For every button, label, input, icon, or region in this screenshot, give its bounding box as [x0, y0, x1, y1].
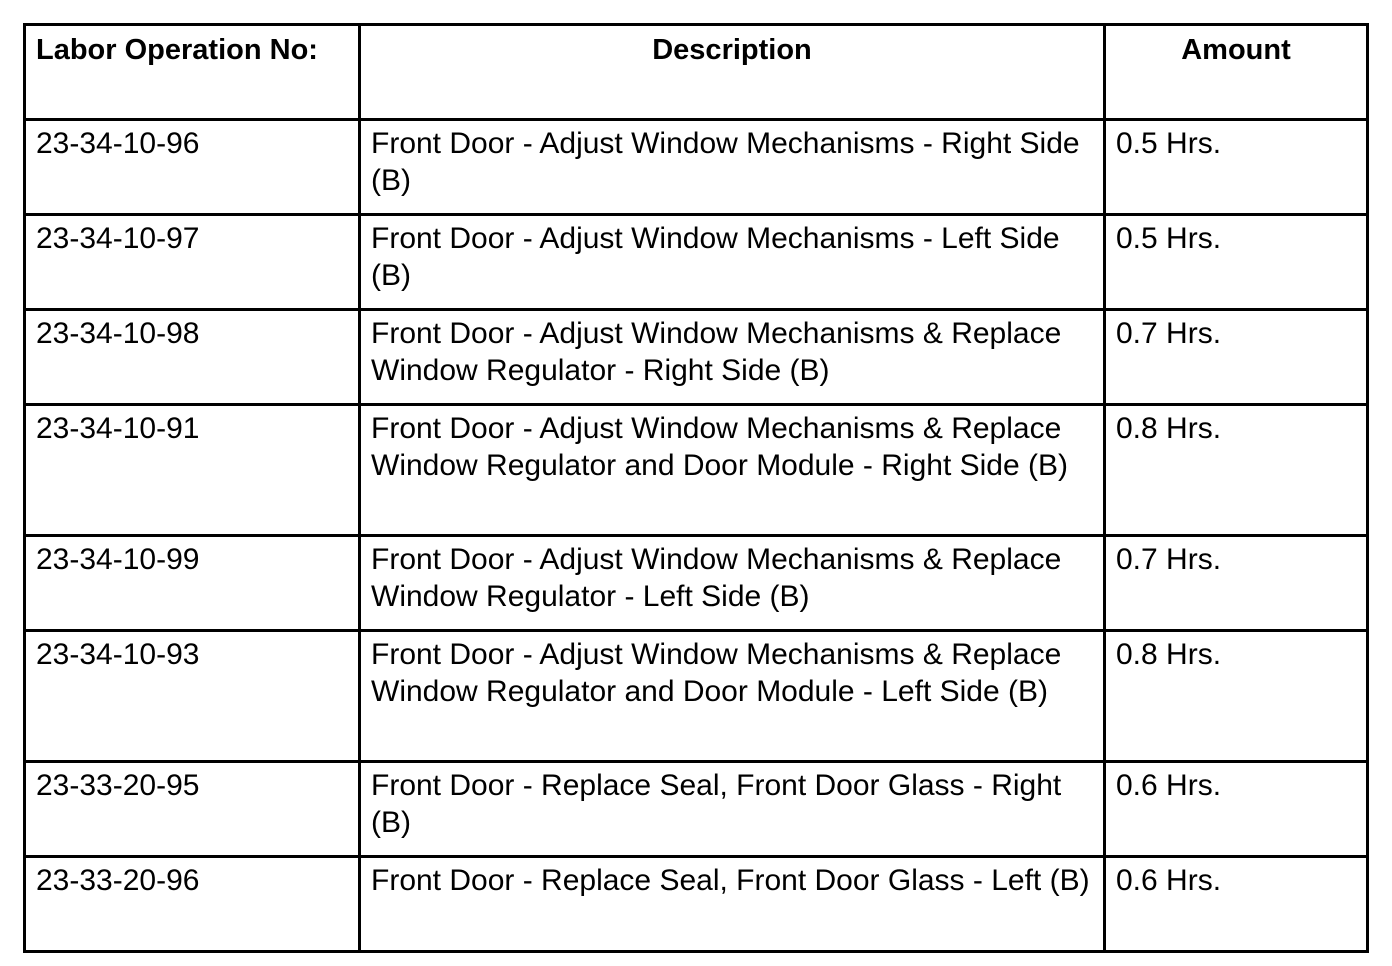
- labor-operation-no-cell: 23-33-20-96: [25, 857, 360, 952]
- description-cell: Front Door - Adjust Window Mechanisms & Replace Window Regulator - Left Side (B): [360, 536, 1105, 631]
- amount-cell: 0.5 Hrs.: [1105, 215, 1368, 310]
- labor-operation-no-cell: 23-34-10-93: [25, 631, 360, 762]
- labor-operation-no-cell: 23-34-10-97: [25, 215, 360, 310]
- description-cell: Front Door - Replace Seal, Front Door Glass - Right (B): [360, 762, 1105, 857]
- table-row: [25, 631, 1368, 762]
- labor-operation-no-cell: 23-34-10-99: [25, 536, 360, 631]
- header-description: Description: [360, 25, 1105, 120]
- labor-operation-no-cell: 23-34-10-98: [25, 310, 360, 405]
- labor-operations-table: [23, 23, 1369, 953]
- table-row: [25, 536, 1368, 631]
- description-cell: Front Door - Adjust Window Mechanisms & Replace Window Regulator and Door Module - Left Side (B): [360, 631, 1105, 762]
- header-amount: Amount: [1105, 25, 1368, 120]
- table-row: [25, 310, 1368, 405]
- labor-operation-no-cell: 23-33-20-95: [25, 762, 360, 857]
- amount-cell: 0.8 Hrs.: [1105, 405, 1368, 536]
- amount-cell: 0.6 Hrs.: [1105, 762, 1368, 857]
- table-row: [25, 215, 1368, 310]
- description-cell: Front Door - Replace Seal, Front Door Glass - Left (B): [360, 857, 1105, 952]
- amount-cell: 0.6 Hrs.: [1105, 857, 1368, 952]
- table-header-row: [25, 25, 1368, 120]
- description-cell: Front Door - Adjust Window Mechanisms & Replace Window Regulator and Door Module - Right Side (B): [360, 405, 1105, 536]
- description-cell: Front Door - Adjust Window Mechanisms - Left Side (B): [360, 215, 1105, 310]
- table-row: [25, 762, 1368, 857]
- amount-cell: 0.8 Hrs.: [1105, 631, 1368, 762]
- amount-cell: 0.7 Hrs.: [1105, 310, 1368, 405]
- table-row: [25, 405, 1368, 536]
- table-row: [25, 120, 1368, 215]
- description-cell: Front Door - Adjust Window Mechanisms - Right Side (B): [360, 120, 1105, 215]
- labor-operation-no-cell: 23-34-10-96: [25, 120, 360, 215]
- amount-cell: 0.5 Hrs.: [1105, 120, 1368, 215]
- labor-operation-no-cell: 23-34-10-91: [25, 405, 360, 536]
- table-row: [25, 857, 1368, 952]
- amount-cell: 0.7 Hrs.: [1105, 536, 1368, 631]
- header-labor-operation-no: Labor Operation No:: [25, 25, 360, 120]
- description-cell: Front Door - Adjust Window Mechanisms & Replace Window Regulator - Right Side (B): [360, 310, 1105, 405]
